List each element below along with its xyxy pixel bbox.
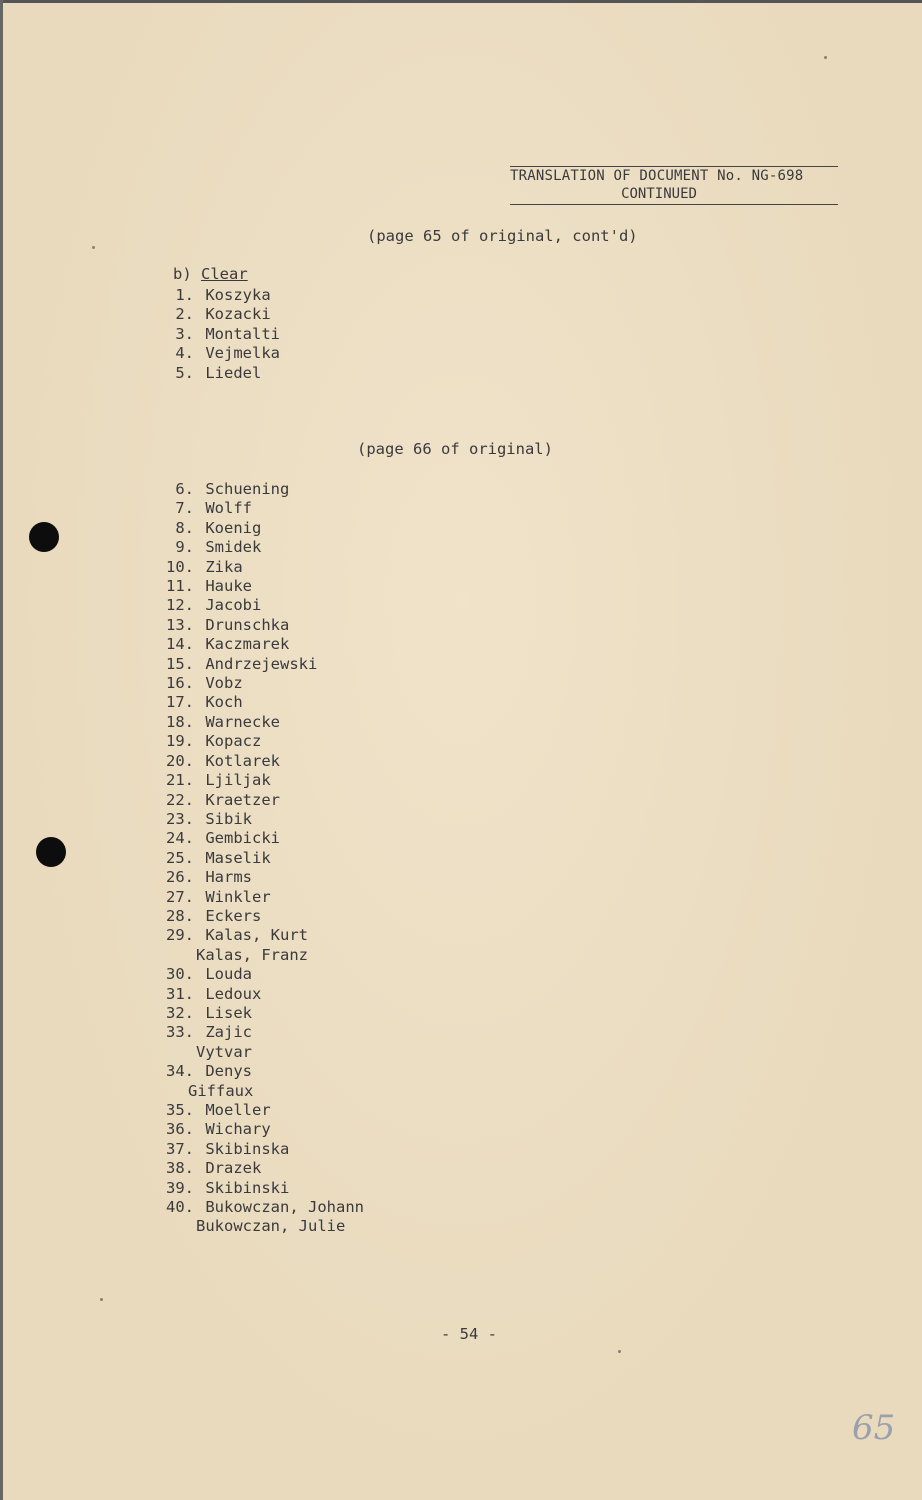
list-item <box>148 1004 364 1023</box>
paper-speck <box>824 56 827 59</box>
list-item-number: 14. <box>166 635 194 654</box>
list-item-number: 31. <box>166 984 194 1003</box>
list-item-number: 2. <box>175 305 194 324</box>
list-item-number: 38. <box>166 1159 194 1178</box>
list-item <box>148 1179 364 1198</box>
section-title: Clear <box>201 265 248 283</box>
list-item-number: 34. <box>166 1062 194 1081</box>
list-item <box>148 810 364 829</box>
list-item <box>148 558 364 577</box>
list-item-number: 22. <box>166 790 194 809</box>
list-item-number: 7. <box>175 499 194 518</box>
list-item <box>148 538 364 557</box>
list-item-name: Smidek <box>205 538 262 557</box>
list-item-name: Ljiljak <box>205 771 271 790</box>
list-item <box>148 480 364 499</box>
list-item <box>148 888 364 907</box>
punch-hole-lower <box>36 837 66 867</box>
list-item-name: Drunschka <box>205 615 290 634</box>
paper-speck <box>92 246 95 249</box>
list-item-number: 21. <box>166 771 194 790</box>
list-item-name: Kozacki <box>205 305 271 324</box>
list-item-name: Kopacz <box>205 732 262 751</box>
list-item-continuation: Bukowczan, Julie <box>196 1217 346 1236</box>
name-list-part-a <box>148 286 280 383</box>
list-item <box>148 364 280 383</box>
list-item-number: 23. <box>166 809 194 828</box>
list-item-name: Skibinska <box>205 1139 290 1158</box>
list-item-number: 32. <box>166 1003 194 1022</box>
list-item-name: Koenig <box>205 518 262 537</box>
list-item-name: Sibik <box>205 809 253 828</box>
list-item-number: 9. <box>175 538 194 557</box>
list-item <box>148 868 364 887</box>
list-item-number: 20. <box>166 751 194 770</box>
list-item-continuation: Giffaux <box>188 1081 254 1100</box>
list-item-name: Kotlarek <box>205 751 280 770</box>
header-title: TRANSLATION OF DOCUMENT No. NG-698 <box>510 168 804 184</box>
list-item <box>148 286 280 305</box>
list-item-number: 26. <box>166 868 194 887</box>
list-item <box>148 1159 364 1178</box>
list-item-number: 12. <box>166 596 194 615</box>
list-item-continuation: Kalas, Franz <box>196 945 308 964</box>
paper-speck <box>100 1298 103 1301</box>
section-label <box>173 265 248 283</box>
page-66-note: (page 66 of original) <box>357 440 553 458</box>
list-item-number: 11. <box>166 577 194 596</box>
list-item-name: Kalas, Kurt <box>205 926 308 945</box>
list-item-number: 27. <box>166 887 194 906</box>
list-item-name: Bukowczan, Johann <box>205 1198 364 1217</box>
list-item-name: Gembicki <box>205 829 280 848</box>
list-item-number: 3. <box>175 324 194 343</box>
section-prefix: b) <box>173 265 192 283</box>
list-item-name: Vejmelka <box>205 344 280 363</box>
list-item-name: Maselik <box>205 848 271 867</box>
list-item <box>148 1101 364 1120</box>
list-item-number: 18. <box>166 712 194 731</box>
header-continued: CONTINUED <box>621 186 697 202</box>
list-item-number: 19. <box>166 732 194 751</box>
list-item <box>148 325 280 344</box>
list-item-name: Louda <box>205 965 253 984</box>
header-rule-bottom <box>510 204 838 205</box>
list-item-name: Harms <box>205 868 253 887</box>
list-item-number: 33. <box>166 1023 194 1042</box>
list-item-name: Andrzejewski <box>205 654 318 673</box>
list-item-number: 13. <box>166 615 194 634</box>
list-item-name: Denys <box>205 1062 253 1081</box>
list-item-name: Wichary <box>205 1120 271 1139</box>
list-item <box>148 519 364 538</box>
list-item <box>148 344 280 363</box>
list-item-number: 28. <box>166 906 194 925</box>
list-item-number: 5. <box>175 363 194 382</box>
paper-speck <box>618 1350 621 1353</box>
list-item-name: Wolff <box>205 499 253 518</box>
list-item-number: 10. <box>166 557 194 576</box>
list-item <box>148 635 364 654</box>
list-item-number: 4. <box>175 344 194 363</box>
list-item-name: Montalti <box>205 324 280 343</box>
list-item <box>148 985 364 1004</box>
list-item-number: 1. <box>175 286 194 304</box>
list-item <box>148 926 364 945</box>
list-item <box>148 499 364 518</box>
list-item-name: Liedel <box>205 363 262 382</box>
list-item <box>148 616 364 635</box>
list-item <box>148 849 364 868</box>
list-item <box>148 752 364 771</box>
list-item <box>148 771 364 790</box>
document-header <box>510 166 838 205</box>
list-item-name: Schuening <box>205 480 290 498</box>
list-item-name: Vobz <box>205 674 243 693</box>
list-item-number: 30. <box>166 965 194 984</box>
list-item <box>148 674 364 693</box>
list-item-name: Kaczmarek <box>205 635 290 654</box>
list-item <box>148 1023 364 1042</box>
list-item-name: Warnecke <box>205 712 280 731</box>
list-item-name: Skibinski <box>205 1178 290 1197</box>
page-number: - 54 - <box>441 1325 497 1343</box>
list-item-number: 8. <box>175 518 194 537</box>
list-item-number: 29. <box>166 926 194 945</box>
list-item-number: 39. <box>166 1178 194 1197</box>
name-list-part-b <box>148 480 364 1237</box>
list-item-number: 35. <box>166 1101 194 1119</box>
list-item-name: Hauke <box>205 577 253 596</box>
scan-edge-left <box>0 0 3 1500</box>
list-item <box>148 965 364 984</box>
list-item-name: Koszyka <box>205 286 271 304</box>
page-65-note: (page 65 of original, cont'd) <box>367 227 638 245</box>
list-item-number: 36. <box>166 1120 194 1139</box>
list-item <box>148 577 364 596</box>
list-item <box>148 829 364 848</box>
list-item <box>148 596 364 615</box>
list-item <box>148 1062 364 1081</box>
list-item-number: 15. <box>166 654 194 673</box>
list-item-name: Winkler <box>205 887 271 906</box>
list-item <box>148 1198 364 1217</box>
list-item-number: 16. <box>166 674 194 693</box>
list-item-name: Kraetzer <box>205 790 280 809</box>
list-item-number: 40. <box>166 1198 194 1217</box>
list-item-number: 25. <box>166 848 194 867</box>
list-item-name: Eckers <box>205 906 262 925</box>
list-item-name: Zika <box>205 557 243 576</box>
list-item-name: Zajic <box>205 1023 253 1042</box>
list-item-name: Moeller <box>205 1101 271 1119</box>
list-item <box>148 693 364 712</box>
list-item <box>148 791 364 810</box>
list-item-continuation: Vytvar <box>196 1042 252 1061</box>
handwritten-page-stamp: 65 <box>852 1408 896 1448</box>
list-item-name: Jacobi <box>205 596 262 615</box>
list-item-number: 6. <box>175 480 194 498</box>
scan-edge-top <box>0 0 922 3</box>
list-item-number: 17. <box>166 693 194 712</box>
list-item <box>148 655 364 674</box>
list-item-name: Koch <box>205 693 243 712</box>
list-item-name: Drazek <box>205 1159 262 1178</box>
punch-hole-upper <box>29 522 59 552</box>
list-item <box>148 713 364 732</box>
list-item <box>148 1120 364 1139</box>
list-item <box>148 907 364 926</box>
list-item <box>148 1140 364 1159</box>
list-item-name: Ledoux <box>205 984 262 1003</box>
list-item-number: 24. <box>166 829 194 848</box>
list-item <box>148 732 364 751</box>
list-item-number: 37. <box>166 1139 194 1158</box>
list-item-name: Lisek <box>205 1003 253 1022</box>
list-item <box>148 305 280 324</box>
